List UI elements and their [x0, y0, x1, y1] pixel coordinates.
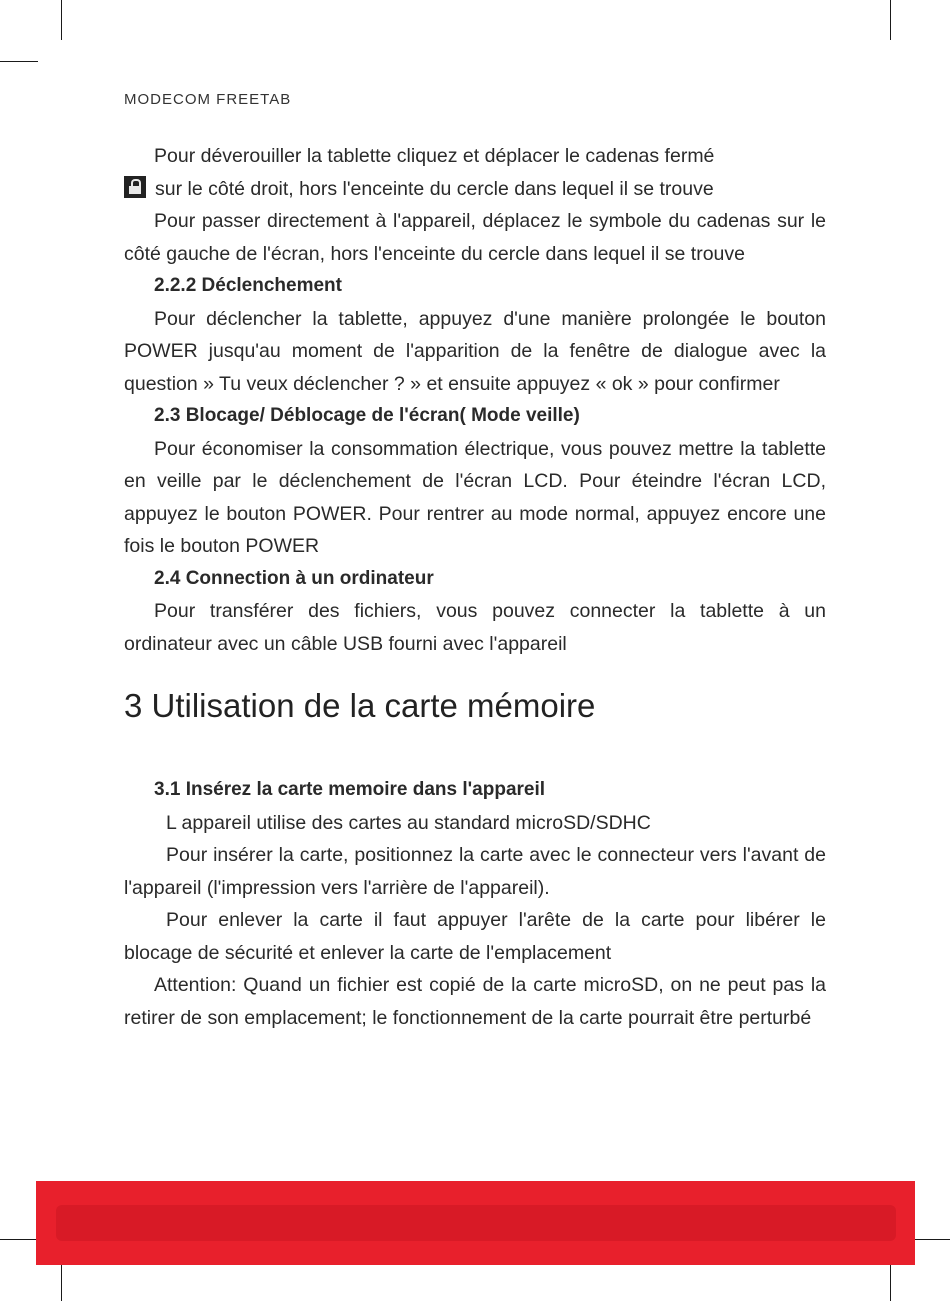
footer-band [36, 1181, 915, 1265]
insert-card-paragraph: Pour insérer la carte, positionnez la carte avec le connecteur vers l'avant de l'appareil (l'impression vers l'arrière de l'appareil). [124, 844, 826, 899]
lock-icon [124, 176, 146, 198]
crop-mark-bottom-left-v [61, 1261, 62, 1301]
crop-mark-bottom-left-h [0, 1239, 38, 1240]
unlock-paragraph-line1: Pour déverouiller la tablette cliquez et déplacer le cadenas fermé [154, 145, 715, 167]
crop-mark-top-left-v [61, 0, 62, 40]
direct-access-paragraph: Pour passer directement à l'appareil, déplacez le symbole du cadenas sur le côté gauche de l'écran, hors l'enceinte du cercle dans lequel il se trouve [124, 210, 826, 265]
computer-connection-paragraph: Pour transférer des fichiers, vous pouvez connecter la tablette à un ordinateur avec un câble USB fourni avec l'appareil [124, 600, 826, 655]
footer-inner-band [56, 1205, 896, 1241]
running-header: MODECOM FREETAB [124, 91, 292, 108]
card-standard-paragraph: L appareil utilise des cartes au standard microSD/SDHC [166, 811, 651, 834]
crop-mark-top-left-h [0, 61, 38, 62]
crop-mark-bottom-right-v [890, 1261, 891, 1301]
sleep-mode-paragraph: Pour économiser la consommation électrique, vous pouvez mettre la tablette en veille par le déclenchement de l'écran LCD. Pour éteindre l'écran LCD, appuyez le bouton POWER. Pour rentrer au mode normal, appuyez encore une fois le bouton POWER [124, 437, 826, 557]
crop-mark-bottom-right-h [912, 1239, 950, 1240]
heading-2-3: 2.3 Blocage/ Déblocage de l'écran( Mode veille) [154, 405, 580, 426]
attention-paragraph: Attention: Quand un fichier est copié de la carte microSD, on ne peut pas la retirer de son emplacement; le fonctionnement de la carte pourrait être perturbé [124, 974, 826, 1029]
chapter-3-title: 3 Utilisation de la carte mémoire [124, 687, 596, 724]
shutdown-paragraph: Pour déclencher la tablette, appuyez d'une manière prolongée le bouton POWER jusqu'au moment de l'apparition de la fenêtre de dialogue avec la question » Tu veux déclencher ? » et ensuite appuyez « ok » pour confirmer [124, 307, 826, 395]
remove-card-paragraph: Pour enlever la carte il faut appuyer l'arête de la carte pour libérer le blocage de sécurité et enlever la carte de l'emplacement [124, 909, 826, 964]
page-body [124, 140, 826, 1034]
unlock-paragraph-line2-text: sur le côté droit, hors l'enceinte du cercle dans lequel il se trouve [155, 177, 714, 200]
unlock-paragraph-line2 [124, 173, 826, 206]
crop-mark-top-right-v [890, 0, 891, 40]
heading-2-2-2: 2.2.2 Déclenchement [154, 275, 342, 296]
heading-2-4: 2.4 Connection à un ordinateur [154, 567, 434, 589]
heading-3-1: 3.1 Insérez la carte memoire dans l'appareil [154, 779, 546, 800]
